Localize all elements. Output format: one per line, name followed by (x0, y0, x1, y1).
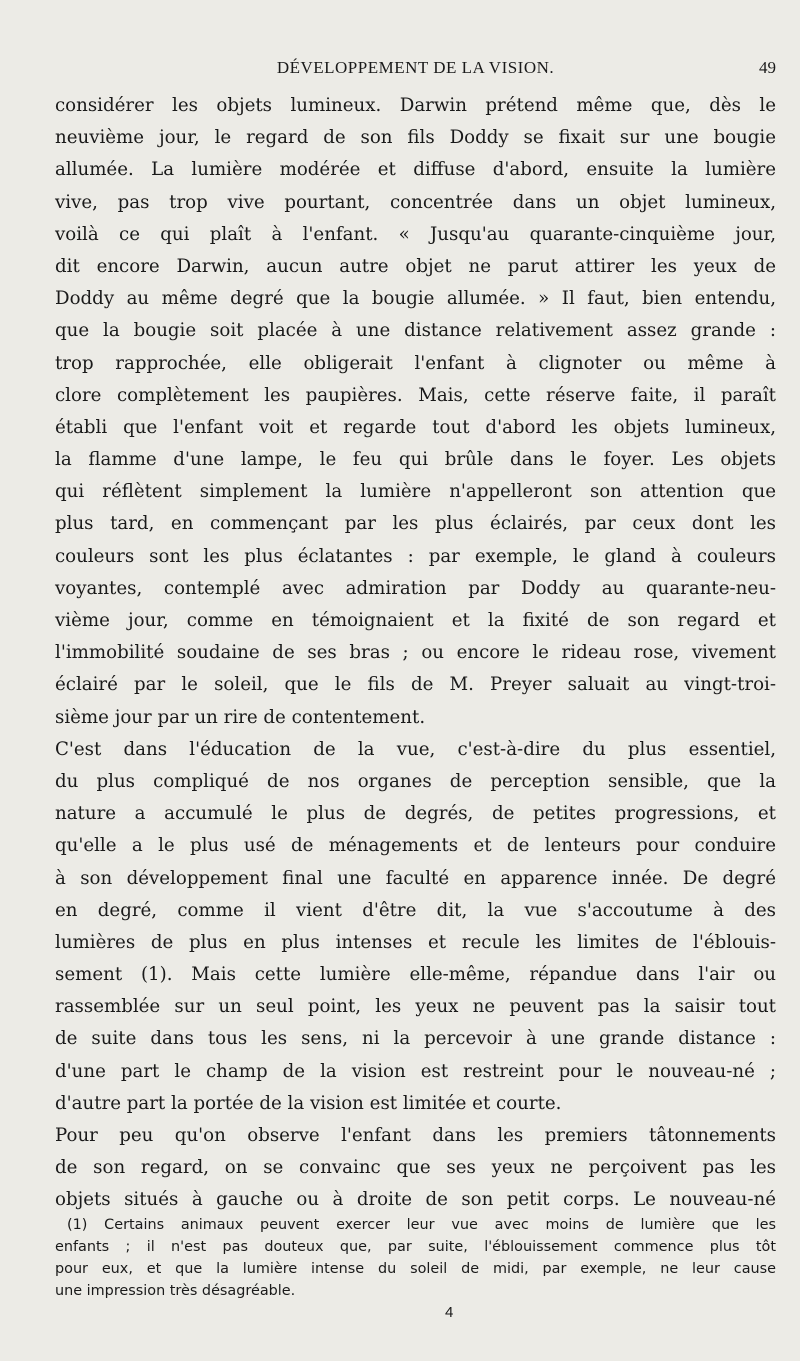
text-line: couleurs sont les plus éclatantes : par exemple, le gland à couleurs (55, 545, 776, 567)
text-line: Pour peu qu'on observe l'enfant dans les premiers tâtonnements (55, 1125, 776, 1146)
footnote-line: enfants ; il n'est pas douteux que, par suite, l'éblouissement commence plus tôt (55, 1239, 776, 1255)
text-line: que la bougie soit placée à une distance relativement assez grande : (55, 320, 776, 342)
text-line: sement (1). Mais cette lumière elle-même, répandue dans l'air ou (55, 964, 776, 986)
text-line: nature a accumulé le plus de degrés, de petites progressions, et (55, 803, 776, 825)
text-line: plus tard, en commençant par les plus éclairés, par ceux dont les (55, 513, 776, 535)
text-line: l'immobilité soudaine de ses bras ; ou encore le rideau rose, vivement (55, 642, 776, 664)
text-line: à son développement final une faculté en apparence innée. De degré (55, 867, 776, 889)
text-line: Doddy au même degré que la bougie allumée. » Il faut, bien entendu, (55, 288, 776, 310)
footnote-line: pour eux, et que la lumière intense du soleil de midi, par exemple, ne leur cause (55, 1261, 776, 1277)
text-line: allumée. La lumière modérée et diffuse d'abord, ensuite la lumière (55, 159, 776, 181)
text-line: trop rapprochée, elle obligerait l'enfant à clignoter ou même à (55, 352, 776, 374)
text-line: dit encore Darwin, aucun autre objet ne parut attirer les yeux de (55, 255, 776, 277)
text-line: qui réflètent simplement la lumière n'appelleront son attention que (55, 481, 776, 503)
text-line: de suite dans tous les sens, ni la percevoir à une grande distance : (55, 1028, 776, 1050)
paragraph-end-line: d'autre part la portée de la vision est limitée et courte. (55, 1092, 562, 1114)
text-line: d'une part le champ de la vision est restreint pour le nouveau-né ; (55, 1060, 776, 1082)
text-line: objets situés à gauche ou à droite de son petit corps. Le nouveau-né (55, 1189, 776, 1211)
footnote-line: une impression très désagréable. (55, 1283, 296, 1299)
text-line: de son regard, on se convainc que ses yeux ne perçoivent pas les (55, 1157, 776, 1179)
body-text (55, 90, 776, 1217)
text-line: en degré, comme il vient d'être dit, la vue s'accoutume à des (55, 899, 776, 921)
text-line: neuvième jour, le regard de son fils Doddy se fixait sur une bougie (55, 127, 776, 149)
footnote-line: (1) Certains animaux peuvent exercer leur vue avec moins de lumière que les (67, 1217, 776, 1233)
text-line: voyantes, contemplé avec admiration par Doddy au quarante-neu- (55, 577, 776, 599)
text-line: rassemblée sur un seul point, les yeux ne peuvent pas la saisir tout (55, 996, 776, 1018)
text-line: du plus compliqué de nos organes de perception sensible, que la (55, 770, 776, 792)
text-line: vième jour, comme en témoignaient et la fixité de son regard et (55, 610, 776, 631)
text-line: lumières de plus en plus intenses et recule les limites de l'éblouis- (55, 931, 776, 953)
text-line: la flamme d'une lampe, le feu qui brûle dans le foyer. Les objets (55, 449, 776, 471)
text-line: clore complètement les paupières. Mais, cette réserve faite, il paraît (55, 384, 776, 406)
page-number: 49 (759, 58, 776, 77)
text-line: considérer les objets lumineux. Darwin prétend même que, dès le (55, 95, 776, 116)
footnote (55, 1214, 776, 1302)
text-line: qu'elle a le plus usé de ménagements et de lenteurs pour conduire (55, 835, 776, 857)
running-head: DÉVELOPPEMENT DE LA VISION. (276, 58, 555, 77)
text-line: établi que l'enfant voit et regarde tout d'abord les objets lumineux, (55, 416, 776, 438)
text-line: vive, pas trop vive pourtant, concentrée dans un objet lumineux, (55, 191, 776, 213)
paragraph-end-line: sième jour par un rire de contentement. (55, 706, 426, 728)
text-line: C'est dans l'éducation de la vue, c'est-à-dire du plus essentiel, (55, 738, 776, 760)
signature-mark: 4 (445, 1304, 454, 1321)
text-line: voilà ce qui plaît à l'enfant. « Jusqu'au quarante-cinquième jour, (55, 223, 776, 245)
text-line: éclairé par le soleil, que le fils de M. Preyer saluait au vingt-troi- (55, 674, 776, 696)
page-header (55, 58, 776, 82)
